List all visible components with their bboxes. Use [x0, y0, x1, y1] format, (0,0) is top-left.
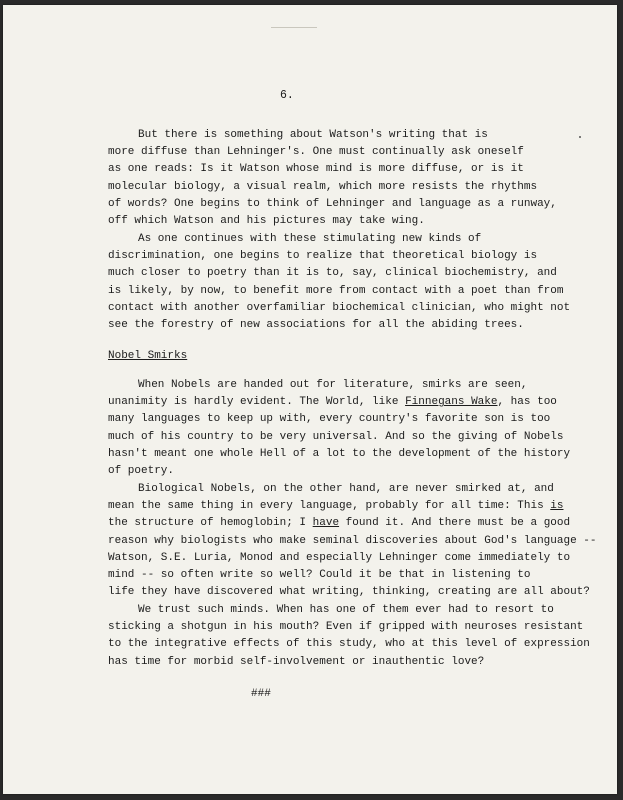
- paragraph-5: [108, 602, 590, 671]
- text-line: [108, 515, 571, 532]
- emphasis: have: [312, 517, 340, 530]
- text-line: of poetry.: [108, 464, 175, 477]
- paragraph-1: [108, 127, 557, 230]
- text-line: [108, 498, 564, 515]
- text-line: much of his country to be very universal. And so the giving of Nobels: [108, 430, 564, 443]
- text-line: Biological Nobels, on the other hand, are never smirked at, and: [138, 483, 554, 495]
- text-line: mind -- so often write so well? Could it be that in listening to: [108, 568, 531, 581]
- section-heading: Nobel Smirks: [108, 350, 188, 362]
- paragraph-3: [108, 377, 571, 480]
- text-line: more diffuse than Lehninger's. One must continually ask oneself: [108, 146, 524, 159]
- text-line: molecular biology, a visual realm, which more resists the rhythms: [108, 180, 538, 193]
- text-line: contact with another overfamiliar biochemical clinician, who might not: [108, 301, 571, 314]
- text-line: to the integrative effects of this study, who at this level of expression: [108, 638, 590, 651]
- text-line: see the forestry of new associations for all the abiding trees.: [108, 318, 524, 331]
- text-line: reason why biologists who make seminal discoveries about God's language --: [108, 534, 597, 547]
- text-span: unanimity is hardly evident. The World, like: [108, 396, 399, 409]
- paragraph-2: [108, 231, 571, 334]
- text-span: mean the same thing in every language, probably for all time: This: [108, 500, 544, 513]
- text-line: As one continues with these stimulating new kinds of: [138, 233, 482, 245]
- text-line: much closer to poetry than it is to, say, clinical biochemistry, and: [108, 267, 557, 280]
- text-span: , has too: [497, 396, 557, 409]
- emphasis: is: [550, 500, 564, 513]
- document-page: [3, 5, 617, 794]
- top-crease-mark: [271, 27, 317, 28]
- text-line: But there is something about Watson's writing that is: [138, 129, 488, 141]
- text-line: is likely, by now, to benefit more from contact with a poet than from: [108, 284, 564, 297]
- book-title: Finnegans Wake: [405, 396, 498, 409]
- page-number: 6.: [280, 89, 294, 102]
- text-line: We trust such minds. When has one of them ever had to resort to: [138, 604, 554, 616]
- text-line: sticking a shotgun in his mouth? Even if gripped with neuroses resistant: [108, 621, 584, 634]
- text-span: the structure of hemoglobin; I: [108, 517, 307, 530]
- text-line: has time for morbid self-involvement or inauthentic love?: [108, 655, 485, 668]
- text-line: When Nobels are handed out for literature, smirks are seen,: [138, 379, 528, 391]
- text-line: of words? One begins to think of Lehninger and language as a runway,: [108, 197, 557, 210]
- text-line: as one reads: Is it Watson whose mind is more diffuse, or is it: [108, 163, 524, 176]
- text-span: found it. And there must be a good: [345, 517, 571, 530]
- text-line: [108, 394, 557, 411]
- text-line: discrimination, one begins to realize that theoretical biology is: [108, 250, 538, 263]
- text-line: Watson, S.E. Luria, Monod and especially Lehninger come immediately to: [108, 551, 571, 564]
- paragraph-4: [108, 481, 597, 601]
- text-line: many languages to keep up with, every country's favorite son is too: [108, 413, 551, 426]
- text-line: life they have discovered what writing, thinking, creating are all about?: [108, 586, 590, 599]
- text-line: off which Watson and his pictures may take wing.: [108, 214, 425, 227]
- end-mark: ###: [251, 688, 271, 700]
- text-line: hasn't meant one whole Hell of a lot to the development of the history: [108, 447, 571, 460]
- margin-speck: [579, 136, 581, 138]
